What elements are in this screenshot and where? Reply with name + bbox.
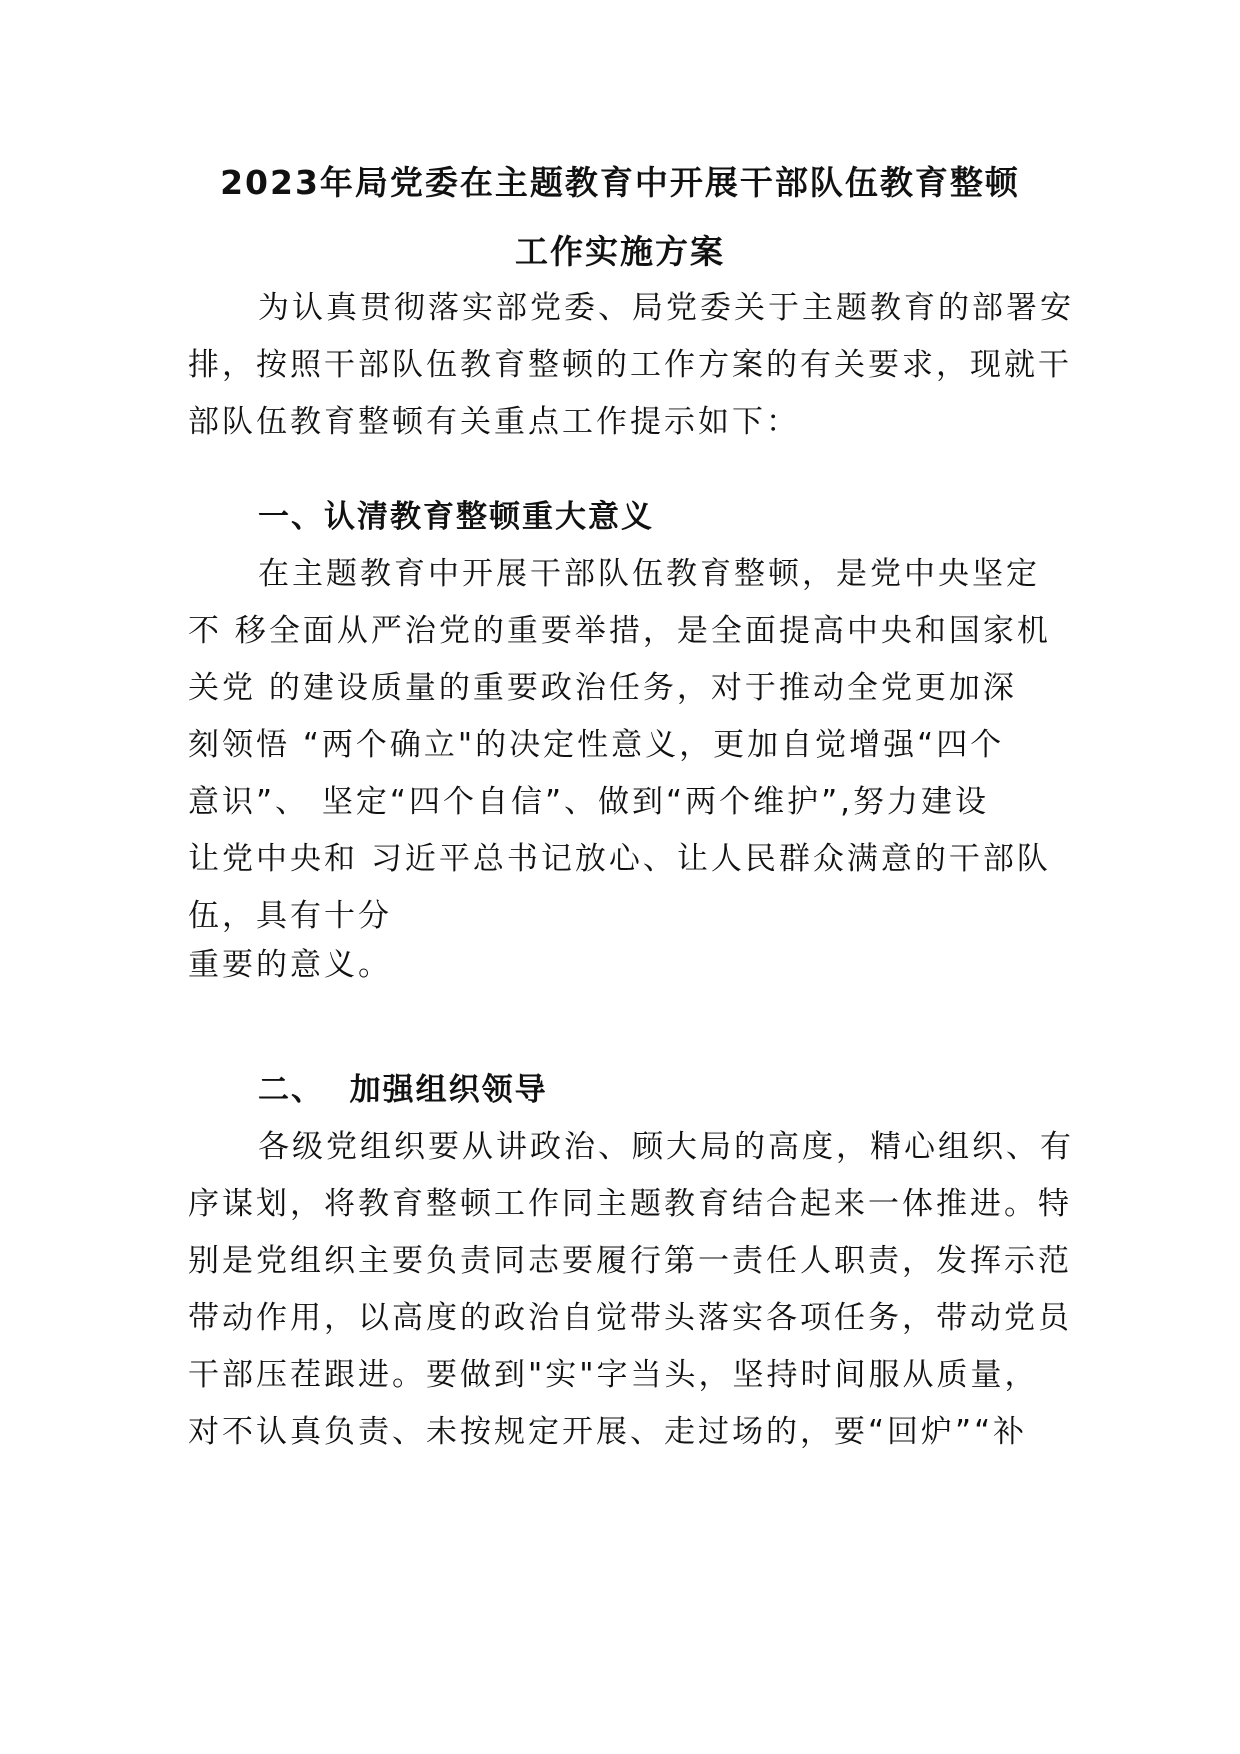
section-1-line: 重要的意义。 bbox=[188, 947, 392, 983]
intro-line: 部队伍教育整顿有关重点工作提示如下： bbox=[188, 404, 800, 440]
section-2-line: 对不认真负责、未按规定开展、走过场的，要“回炉”“补 bbox=[188, 1414, 1028, 1450]
section-2-heading: 二、 加强组织领导 bbox=[258, 1072, 548, 1108]
section-2-line: 序谋划，将教育整顿工作同主题教育结合起来一体推进。特 bbox=[188, 1186, 1072, 1222]
intro-line: 排，按照干部队伍教育整顿的工作方案的有关要求，现就干 bbox=[188, 347, 1072, 383]
section-2-line: 别是党组织主要负责同志要履行第一责任人职责，发挥示范 bbox=[188, 1243, 1072, 1279]
section-1-line: 不 移全面从严治党的重要举措，是全面提高中央和国家机 bbox=[188, 613, 1051, 649]
section-2-line: 干部压茬跟进。要做到"实"字当头，坚持时间服从质量， bbox=[188, 1357, 1039, 1393]
section-1-heading: 一、认清教育整顿重大意义 bbox=[258, 499, 654, 535]
section-2-line: 带动作用，以高度的政治自觉带头落实各项任务，带动党员 bbox=[188, 1300, 1072, 1336]
section-1-line: 伍，具有十分 bbox=[188, 898, 392, 934]
section-1-line: 意识”、 坚定“四个自信”、做到“两个维护”,努力建设 bbox=[188, 784, 990, 820]
document-title-line-1: 2023年局党委在主题教育中开展干部队伍教育整顿 bbox=[220, 163, 1020, 202]
section-1-line: 让党中央和 习近平总书记放心、让人民群众满意的干部队 bbox=[188, 841, 1051, 877]
section-1-line: 刻领悟 “两个确立"的决定性意义，更加自觉增强“四个 bbox=[188, 727, 1005, 763]
section-1-line: 在主题教育中开展干部队伍教育整顿，是党中央坚定 bbox=[258, 556, 1040, 592]
intro-line: 为认真贯彻落实部党委、局党委关于主题教育的部署安 bbox=[258, 290, 1074, 326]
section-2-line: 各级党组织要从讲政治、顾大局的高度，精心组织、有 bbox=[258, 1129, 1074, 1165]
document-title-line-2: 工作实施方案 bbox=[515, 232, 725, 271]
section-1-line: 关党 的建设质量的重要政治任务，对于推动全党更加深 bbox=[188, 670, 1017, 706]
